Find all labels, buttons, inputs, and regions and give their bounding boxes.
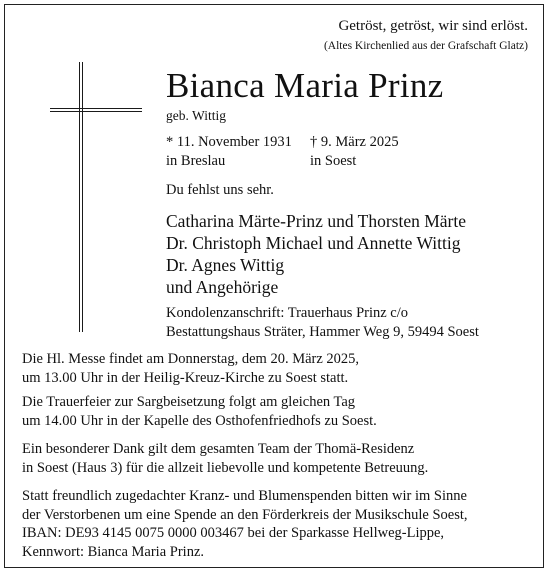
mass-paragraph — [22, 350, 359, 387]
paragraph-line: Die Trauerfeier zur Sargbeisetzung folgt am gleichen Tag — [22, 394, 356, 410]
motto-source: (Altes Kirchenlied aus der Grafschaft Glatz) — [323, 40, 528, 52]
thanks-paragraph — [22, 440, 428, 477]
motto-text: Getröst, getröst, wir sind erlöst. — [338, 18, 528, 34]
paragraph-line: der Verstorbenen um eine Spende an den Förderkreis der Musikschule Soest, — [22, 506, 468, 523]
funeral-paragraph — [22, 393, 377, 430]
mourner-line: Dr. Christoph Michael und Annette Wittig — [166, 233, 461, 253]
paragraph-line: Die Hl. Messe findet am Donnerstag, dem 20. März 2025, — [22, 351, 360, 367]
paragraph-line: um 13.00 Uhr in der Heilig-Kreuz-Kirche zu Soest statt. — [22, 369, 349, 386]
birth-date: * 11. November 1931 — [166, 134, 292, 150]
paragraph-line: um 14.00 Uhr in der Kapelle des Osthofenfriedhofs zu Soest. — [22, 412, 377, 429]
deceased-name: Bianca Maria Prinz — [166, 66, 444, 105]
paragraph-line: Ein besonderer Dank gilt dem gesamten Team der Thomä-Residenz — [22, 441, 415, 457]
message-text: Du fehlst uns sehr. — [166, 182, 274, 198]
birth-place: in Breslau — [166, 153, 226, 169]
condolence-line: Kondolenzanschrift: Trauerhaus Prinz c/o — [166, 305, 409, 321]
mourner-line: und Angehörige — [166, 277, 279, 297]
paragraph-line: Kennwort: Bianca Maria Prinz. — [22, 543, 205, 560]
mourner-line: Dr. Agnes Wittig — [166, 255, 285, 275]
paragraph-line: Statt freundlich zugedachter Kranz- und Blumenspenden bitten wir im Sinne — [22, 488, 467, 504]
death-place: in Soest — [310, 153, 357, 169]
maiden-name: geb. Wittig — [166, 108, 226, 123]
donation-paragraph — [22, 487, 468, 561]
condolence-address — [166, 304, 479, 341]
mourner-line: Catharina Märte-Prinz und Thorsten Märte — [166, 211, 467, 231]
paragraph-line: in Soest (Haus 3) für die allzeit liebevolle und kompetente Betreuung. — [22, 459, 429, 476]
cross-icon — [50, 62, 142, 332]
death-date: † 9. März 2025 — [310, 134, 399, 150]
condolence-line: Bestattungshaus Sträter, Hammer Weg 9, 59494 Soest — [166, 323, 479, 340]
paragraph-line: IBAN: DE93 4145 0075 0000 003467 bei der Sparkasse Hellweg-Lippe, — [22, 525, 445, 541]
mourners-list — [166, 210, 466, 298]
